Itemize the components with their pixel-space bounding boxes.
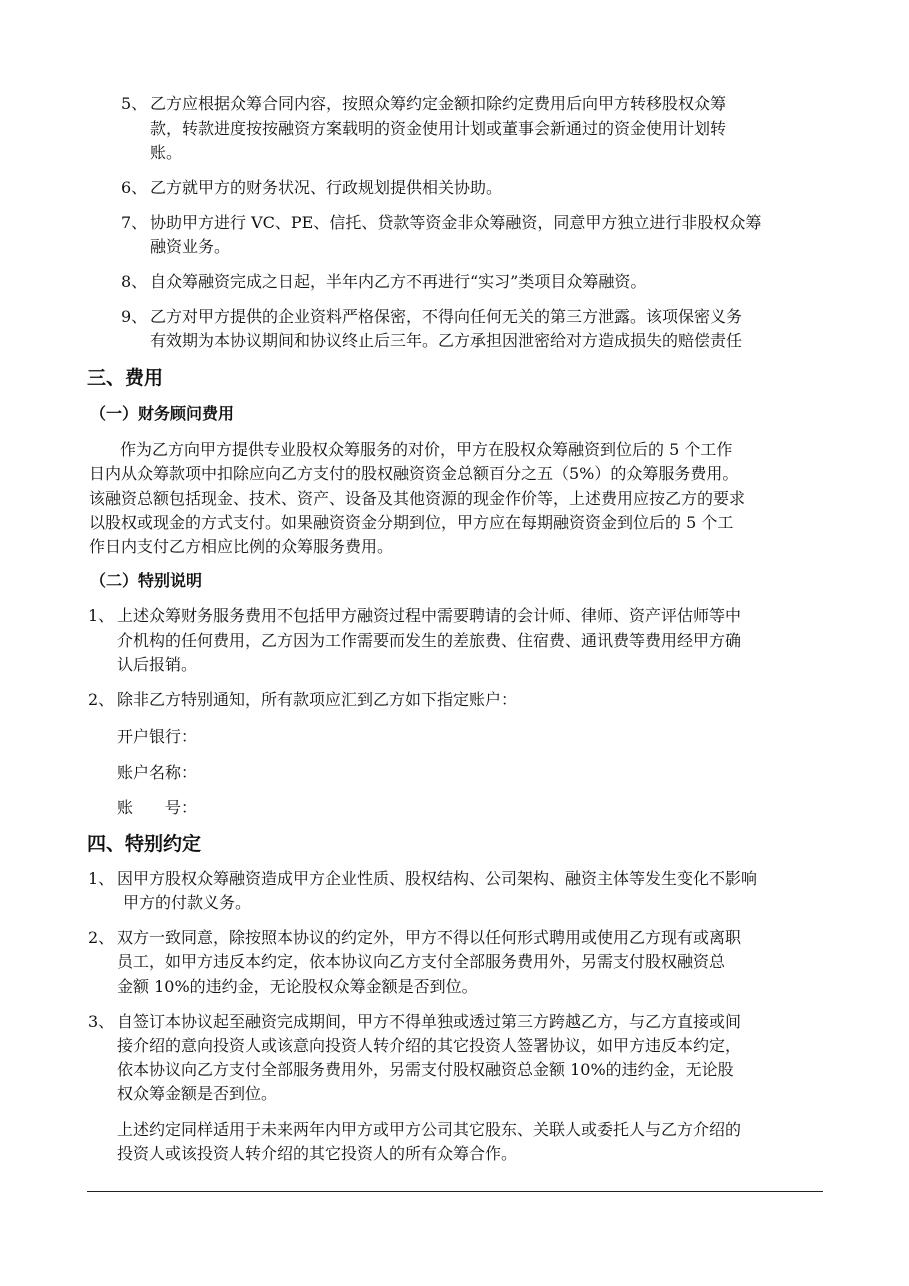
- item-5-line-3: 账。: [150, 143, 183, 162]
- agreement-3-line-4: 权众筹金额是否到位。: [117, 1084, 278, 1103]
- note-2-line-1: 除非乙方特别通知，所有款项应汇到乙方如下指定账户：: [117, 690, 518, 709]
- item-8-line-1: 自众筹融资完成之日起，半年内乙方不再进行“实习”类项目众筹融资。: [150, 272, 647, 291]
- fee-paragraph-line-2: 日内从众筹款项中扣除应向乙方支付的股权融资资金总额百分之五（5%）的众筹服务费用。: [89, 464, 739, 483]
- item-6-line-1: 乙方就甲方的财务状况、行政规划提供相关协助。: [150, 178, 503, 197]
- item-8-number: 8、: [121, 272, 148, 291]
- note-1-line-2: 介机构的任何费用，乙方因为工作需要而发生的差旅费、住宿费、通讯费等费用经甲方确: [117, 631, 742, 650]
- agreement-2-line-2: 员工，如甲方违反本约定，依本协议向乙方支付全部服务费用外，另需支付股权融资总: [117, 952, 726, 971]
- agreement-1-line-2: 甲方的付款义务。: [123, 893, 252, 912]
- fee-paragraph-line-1: 作为乙方向甲方提供专业股权众筹服务的对价，甲方在股权众筹融资到位后的 5 个工作: [120, 440, 733, 459]
- account-name-label: 账户名称：: [117, 763, 198, 782]
- fee-paragraph-line-3: 该融资总额包括现金、技术、资产、设备及其他资源的现金作价等，上述费用应按乙方的要求: [89, 489, 746, 508]
- agreement-3-line-3: 依本协议向乙方支付全部服务费用外，另需支付股权融资总金额 10%的违约金，无论股: [117, 1060, 734, 1079]
- fee-paragraph-line-5: 作日内支付乙方相应比例的众筹服务费用。: [89, 537, 394, 556]
- agreement-1-line-1: 因甲方股权众筹融资造成甲方企业性质、股权结构、公司架构、融资主体等发生变化不影响: [117, 869, 758, 888]
- agreement-1-number: 1、: [88, 869, 115, 888]
- item-9-line-2: 有效期为本协议期间和协议终止后三年。乙方承担因泄密给对方造成损失的赔偿责任: [150, 331, 743, 350]
- account-number-label: 账 号：: [117, 798, 198, 817]
- item-6-number: 6、: [121, 178, 148, 197]
- note-1-number: 1、: [88, 606, 115, 625]
- section-3-heading: 三、费用: [87, 367, 164, 389]
- item-7-line-2: 融资业务。: [150, 237, 231, 256]
- item-5-line-2: 款，转款进度按按融资方案载明的资金使用计划或董事会新通过的资金使用计划转: [150, 119, 727, 138]
- item-9-line-1: 乙方对甲方提供的企业资料严格保密，不得向任何无关的第三方泄露。该项保密义务: [150, 307, 743, 326]
- closing-line-2: 投资人或该投资人转介绍的其它投资人的所有众筹合作。: [117, 1144, 518, 1163]
- item-7-line-1: 协助甲方进行 VC、PE、信托、贷款等资金非众筹融资，同意甲方独立进行非股权众筹: [150, 213, 762, 232]
- section-3-sub2-heading: （二）特别说明: [90, 571, 203, 590]
- fee-paragraph-line-4: 以股权或现金的方式支付。如果融资资金分期到位，甲方应在每期融资资金到位后的 5 个工: [89, 513, 734, 532]
- section-3-sub1-heading: （一）财务顾问费用: [90, 404, 235, 423]
- agreement-3-number: 3、: [88, 1012, 115, 1031]
- agreement-3-line-1: 自签订本协议起至融资完成期间，甲方不得单独或透过第三方跨越乙方，与乙方直接或间: [117, 1012, 742, 1031]
- agreement-2-number: 2、: [88, 928, 115, 947]
- item-5-number: 5、: [121, 94, 148, 113]
- section-4-heading: 四、特别约定: [87, 833, 202, 855]
- agreement-3-line-2: 接介绍的意向投资人或该意向投资人转介绍的其它投资人签署协议，如甲方违反本约定，: [117, 1036, 742, 1055]
- note-1-line-3: 认后报销。: [117, 655, 198, 674]
- account-bank-label: 开户银行：: [117, 727, 198, 746]
- footer-divider: [87, 1191, 823, 1192]
- closing-line-1: 上述约定同样适用于未来两年内甲方或甲方公司其它股东、关联人或委托人与乙方介绍的: [117, 1120, 742, 1139]
- agreement-2-line-1: 双方一致同意，除按照本协议的约定外，甲方不得以任何形式聘用或使用乙方现有或离职: [117, 928, 742, 947]
- note-1-line-1: 上述众筹财务服务费用不包括甲方融资过程中需要聘请的会计师、律师、资产评估师等中: [117, 606, 742, 625]
- agreement-2-line-3: 金额 10%的违约金，无论股权众筹金额是否到位。: [117, 977, 478, 996]
- note-2-number: 2、: [88, 690, 115, 709]
- item-5-line-1: 乙方应根据众筹合同内容，按照众筹约定金额扣除约定费用后向甲方转移股权众筹: [150, 94, 727, 113]
- item-7-number: 7、: [121, 213, 148, 232]
- item-9-number: 9、: [121, 307, 148, 326]
